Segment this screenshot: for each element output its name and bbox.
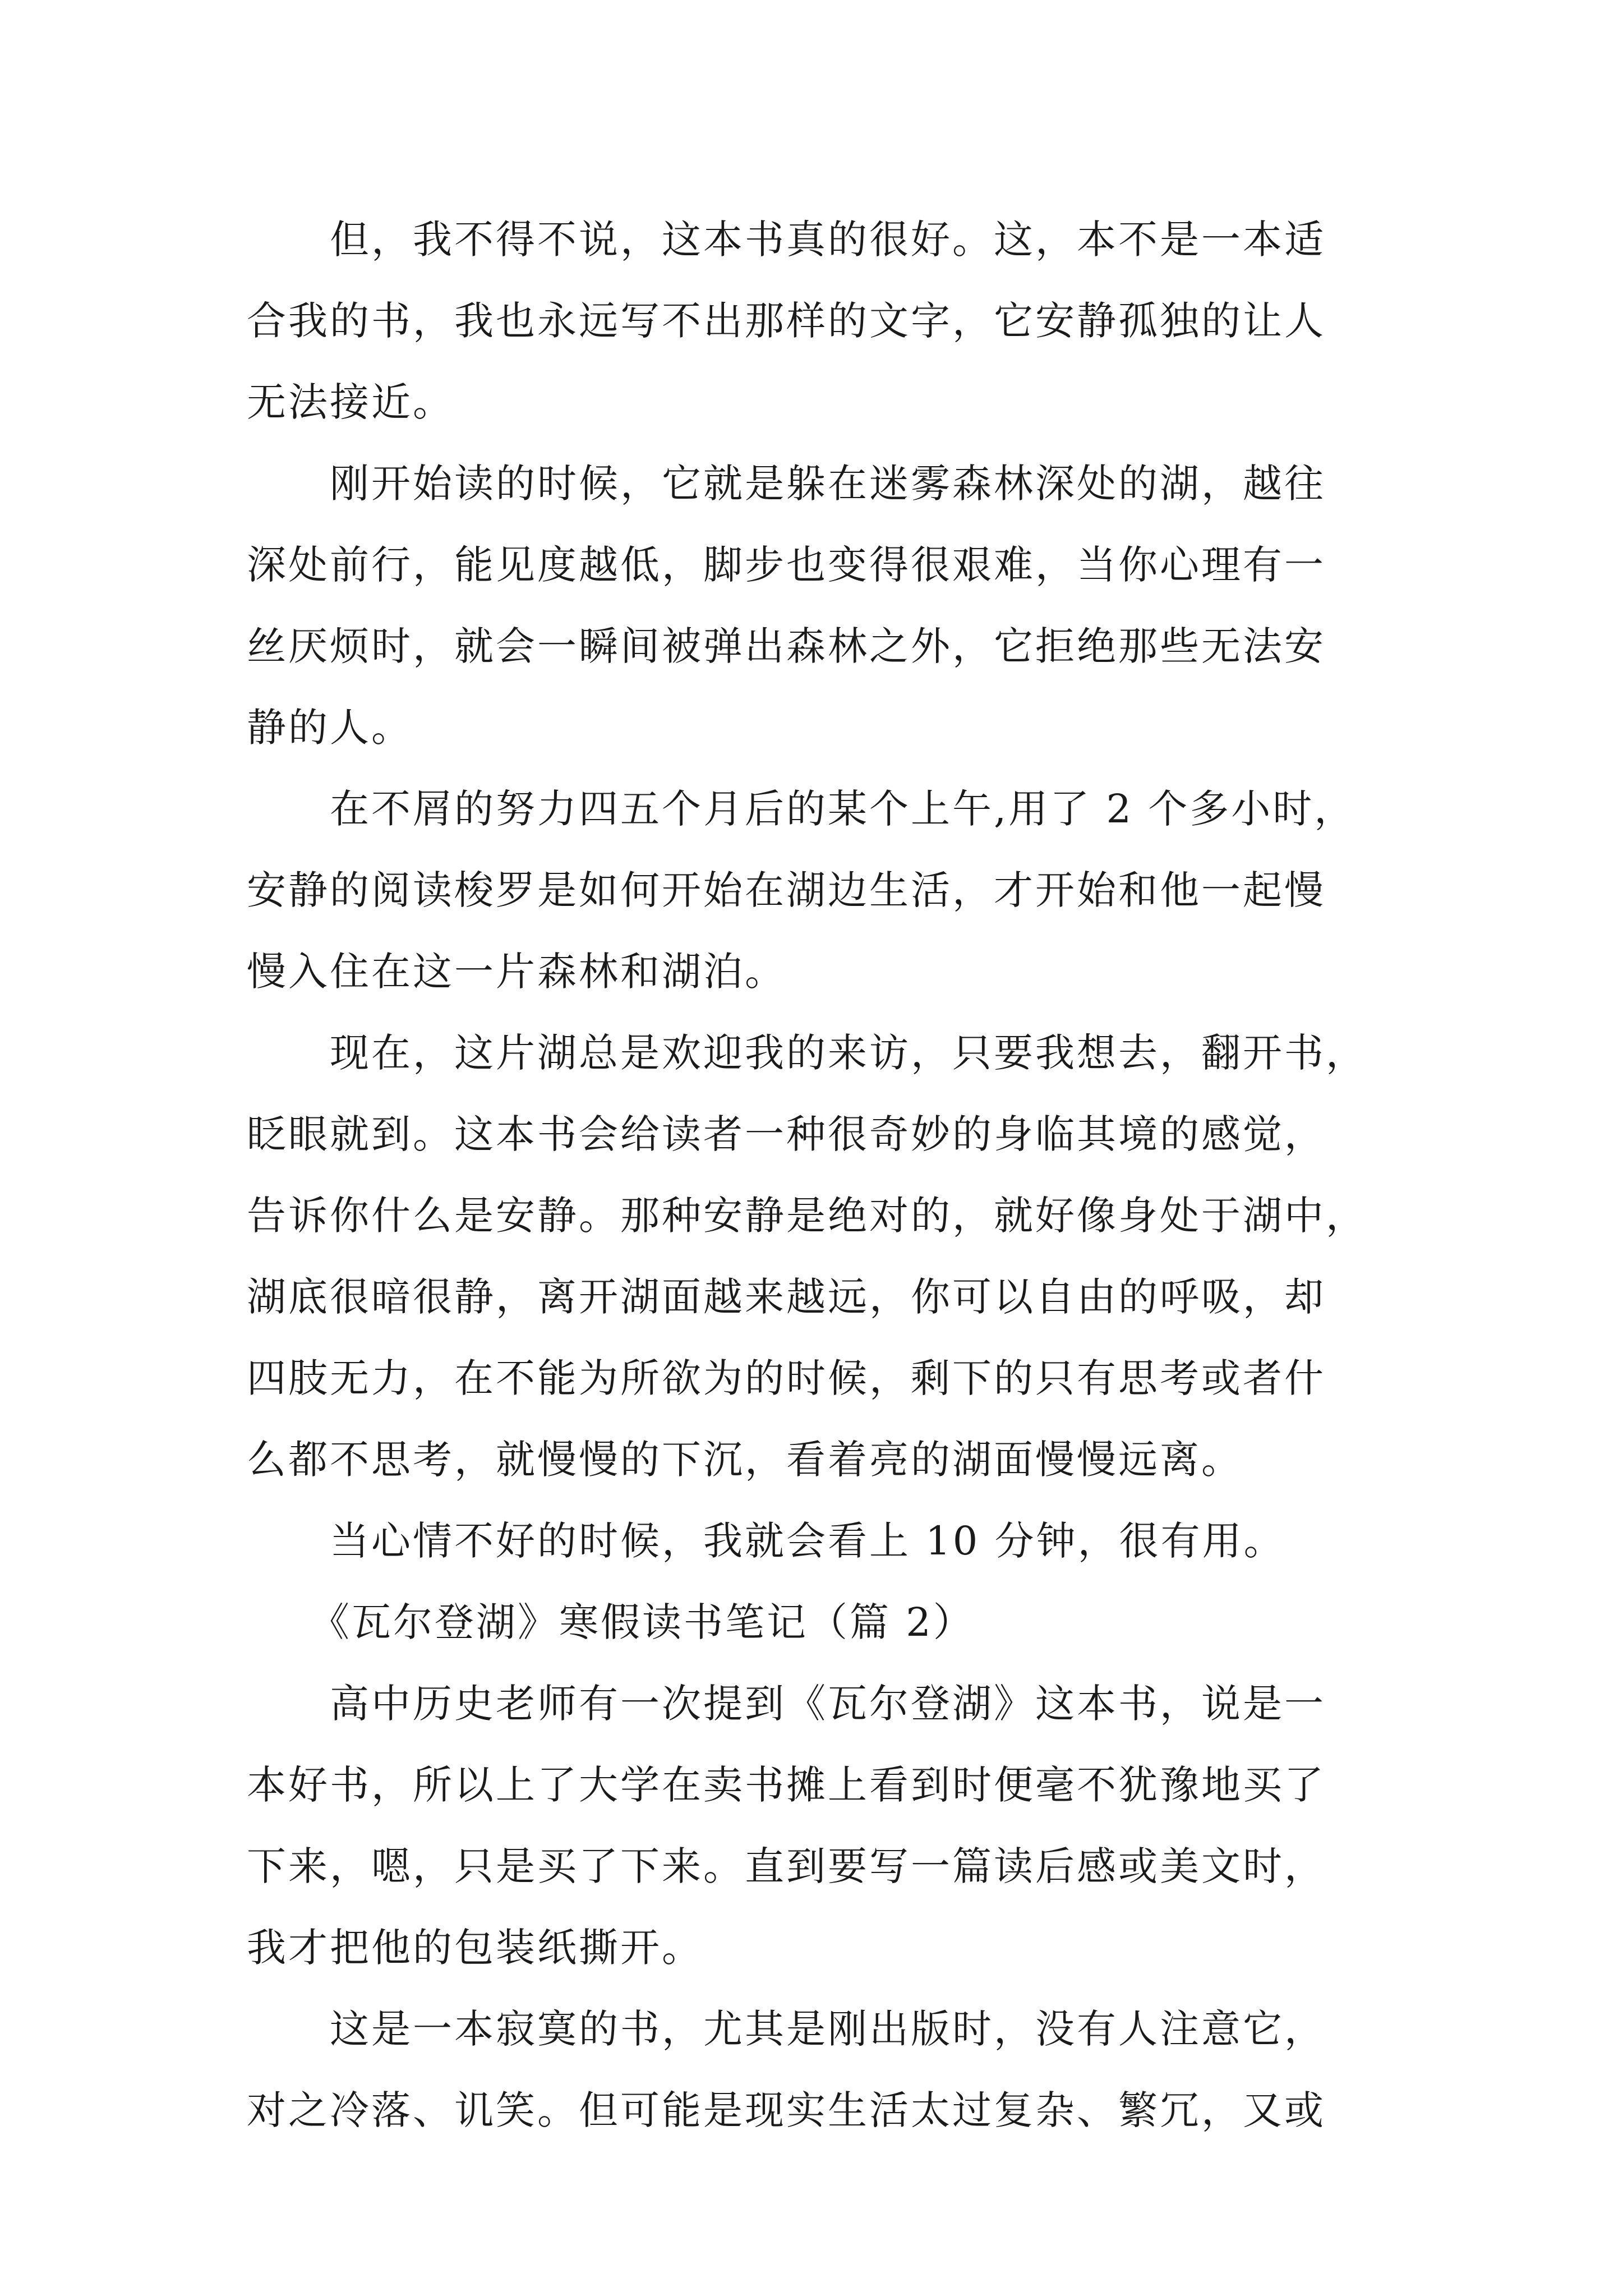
text-line: 刚开始读的时候，它就是躲在迷雾森林深处的湖，越往 bbox=[247, 461, 1326, 507]
text-line: 高中历史老师有一次提到《瓦尔登湖》这本书，说是一 bbox=[247, 1681, 1326, 1727]
text-line: 么都不思考，就慢慢的下沉，看着亮的湖面慢慢远离。 bbox=[247, 1437, 1243, 1483]
text-line: 丝厌烦时，就会一瞬间被弹出森林之外，它拒绝那些无法安 bbox=[247, 623, 1326, 669]
text-line: 无法接近。 bbox=[247, 379, 454, 425]
text-line: 告诉你什么是安静。那种安静是绝对的，就好像身处于湖中， bbox=[247, 1193, 1367, 1239]
text-line: 但，我不得不说，这本书真的很好。这，本不是一本适 bbox=[247, 217, 1326, 263]
text-line: 四肢无力，在不能为所欲为的时候，剩下的只有思考或者什 bbox=[247, 1355, 1326, 1401]
text-line: 对之冷落、讥笑。但可能是现实生活太过复杂、繁冗，又或 bbox=[247, 2087, 1326, 2133]
text-line: 在不屑的努力四五个月后的某个上午,用了 2 个多小时， bbox=[247, 786, 1356, 832]
text-line: 下来，嗯，只是买了下来。直到要写一篇读后感或美文时， bbox=[247, 1843, 1326, 1889]
text-line: 静的人。 bbox=[247, 705, 413, 751]
text-line: 本好书，所以上了大学在卖书摊上看到时便毫不犹豫地买了 bbox=[247, 1762, 1326, 1808]
text-line: 湖底很暗很静，离开湖面越来越远，你可以自由的呼吸，却 bbox=[247, 1274, 1326, 1320]
document-body bbox=[247, 199, 1385, 2151]
text-line: 这是一本寂寞的书，尤其是刚出版时，没有人注意它， bbox=[247, 2006, 1326, 2052]
text-line: 眨眼就到。这本书会给读者一种很奇妙的身临其境的感觉， bbox=[247, 1111, 1326, 1157]
text-line: 深处前行，能见度越低，脚步也变得很艰难，当你心理有一 bbox=[247, 542, 1326, 588]
section-heading: 《瓦尔登湖》寒假读书笔记（篇 2） bbox=[247, 1599, 975, 1645]
text-line: 我才把他的包装纸撕开。 bbox=[247, 1925, 703, 1971]
text-line: 现在，这片湖总是欢迎我的来访，只要我想去，翻开书， bbox=[247, 1030, 1367, 1076]
text-line: 合我的书，我也永远写不出那样的文字，它安静孤独的让人 bbox=[247, 298, 1326, 344]
text-line: 当心情不好的时候，我就会看上 10 分钟，很有用。 bbox=[247, 1518, 1285, 1564]
text-line: 安静的阅读梭罗是如何开始在湖边生活，才开始和他一起慢 bbox=[247, 867, 1326, 913]
text-line: 慢入住在这一片森林和湖泊。 bbox=[247, 949, 786, 995]
